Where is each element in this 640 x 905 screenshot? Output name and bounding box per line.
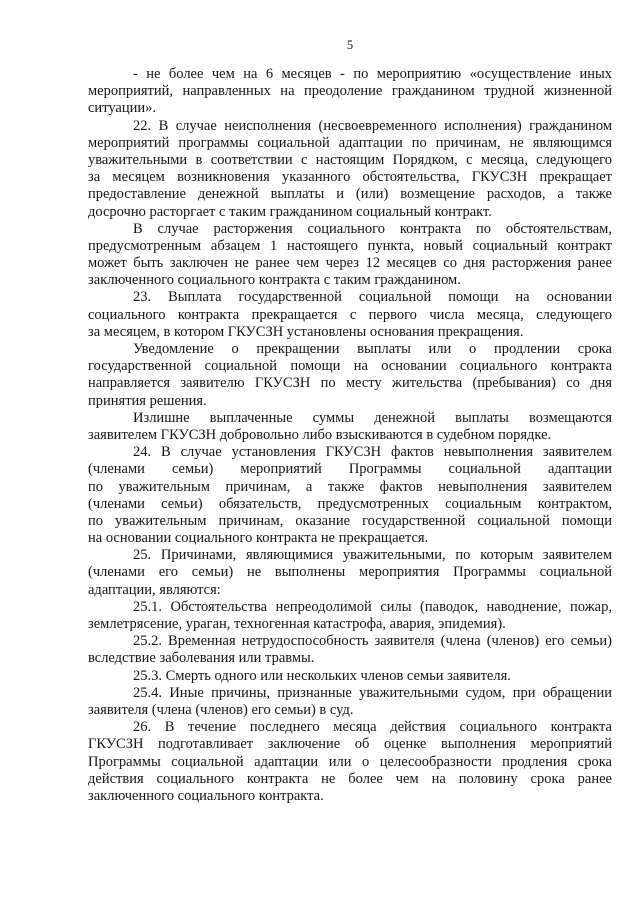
text-line: заявителем ГКУСЗН добровольно либо взыскиваются в судебном порядке.: [88, 426, 552, 443]
text-line: 24. В случае установления ГКУСЗН фактов невыполнения заявителем: [133, 444, 612, 461]
text-line: вследствие заболевания или травмы.: [88, 650, 315, 667]
text-line: направляется заявителю ГКУСЗН по месту жительства (пребывания) со дня: [88, 375, 612, 392]
text-line: 22. В случае неисполнения (несвоевременного исполнения) гражданином: [133, 117, 612, 134]
text-line: (членами семьи) обязательств, предусмотренных социальным контрактом,: [88, 495, 612, 512]
text-line: землетрясение, ураган, техногенная катастрофа, авария, эпидемия).: [88, 616, 506, 632]
text-line: заключенного социального контракта.: [88, 787, 324, 804]
text-line: государственной социальной помощи на основании социального контракта: [88, 358, 612, 375]
text-line: В случае расторжения социального контракта по обстоятельствам,: [133, 220, 612, 237]
paragraph-25-4: [88, 685, 612, 719]
text-line: мероприятий, направленных на преодоление гражданином трудной жизненной: [88, 83, 612, 100]
text-line: 25.3. Смерть одного или нескольких членов семьи заявителя.: [133, 667, 511, 684]
paragraph-25-3: [88, 668, 612, 685]
text-line: заявителя (члена (членов) его семьи) в суд.: [88, 701, 354, 718]
text-line: 26. В течение последнего месяца действия социального контракта: [133, 719, 612, 736]
text-line: уважительными в соответствии с настоящим Порядком, с месяца, следующего: [88, 151, 612, 168]
paragraph-26: [88, 719, 612, 805]
text-line: (членами семьи) мероприятий Программы социальной адаптации: [88, 461, 612, 478]
text-line: Программы социальной адаптации или о целесообразности продления срока: [88, 753, 612, 770]
text-line: 25.1. Обстоятельства непреодолимой силы (паводок, наводнение, пожар,: [133, 598, 612, 615]
text-line: заключенного социального контракта с таким гражданином.: [88, 272, 461, 289]
paragraph-24: [88, 444, 612, 547]
text-line: - не более чем на 6 месяцев - по мероприятию «осуществление иных: [133, 66, 612, 82]
text-line: (членами его семьи) не выполнены мероприятия Программы социальной: [88, 564, 612, 581]
text-line: мероприятий программы социальной адаптации по причинам, не являющимся: [88, 134, 612, 151]
document-body: [88, 66, 612, 805]
text-line: предоставление денежной выплаты и (или) возмещение расходов, а также: [88, 186, 612, 203]
text-line: 25.4. Иные причины, признанные уважительными судом, при обращении: [133, 684, 612, 701]
text-line: социального контракта прекращается с первого числа месяца, следующего: [88, 306, 612, 323]
text-line: ситуации».: [88, 100, 156, 117]
text-line: предусмотренным абзацем 1 настоящего пункта, новый социальный контракт: [88, 237, 612, 254]
text-line: адаптации, являются:: [88, 581, 221, 598]
text-line: по уважительным причинам, а также фактов невыполнения заявителем: [88, 478, 612, 495]
text-line: Уведомление о прекращении выплаты или о продлении срока: [133, 341, 612, 357]
text-line: Излишне выплаченные суммы денежной выплаты возмещаются: [133, 409, 612, 426]
text-line: за месяцем возникновения указанного обстоятельства, ГКУСЗН прекращает: [88, 169, 612, 186]
text-line: на основании социального контракта не прекращается.: [88, 530, 429, 547]
paragraph-23-notice: [88, 341, 612, 410]
text-line: 25. Причинами, являющимися уважительными, по которым заявителем: [133, 547, 612, 564]
paragraph-22: [88, 118, 612, 221]
text-line: может быть заключен не ранее чем через 12 месяцев со дня расторжения ранее: [88, 255, 612, 272]
paragraph-25-2: [88, 633, 612, 667]
paragraph-22-second: [88, 221, 612, 290]
page-number: 5: [346, 38, 354, 52]
text-line: 25.2. Временная нетрудоспособность заявителя (члена (членов) его семьи): [133, 633, 612, 650]
text-line: действия социального контракта не более чем на половину срока ранее: [88, 770, 612, 787]
text-line: досрочно расторгает с таким гражданином социальный контракт.: [88, 203, 492, 220]
text-line: 23. Выплата государственной социальной помощи на основании: [133, 289, 612, 306]
text-line: по уважительным причинам, оказание государственной социальной помощи: [88, 512, 612, 529]
text-line: за месяцем, в котором ГКУСЗН установлены основания прекращения.: [88, 323, 524, 340]
paragraph-23: [88, 289, 612, 341]
paragraph-25: [88, 547, 612, 599]
paragraph-continuation: [88, 66, 612, 118]
text-line: ГКУСЗН подготавливает заключение об оценке выполнения мероприятий: [88, 736, 612, 753]
text-line: принятия решения.: [88, 392, 207, 409]
paragraph-25-1: [88, 599, 612, 633]
paragraph-23-refund: [88, 410, 612, 444]
